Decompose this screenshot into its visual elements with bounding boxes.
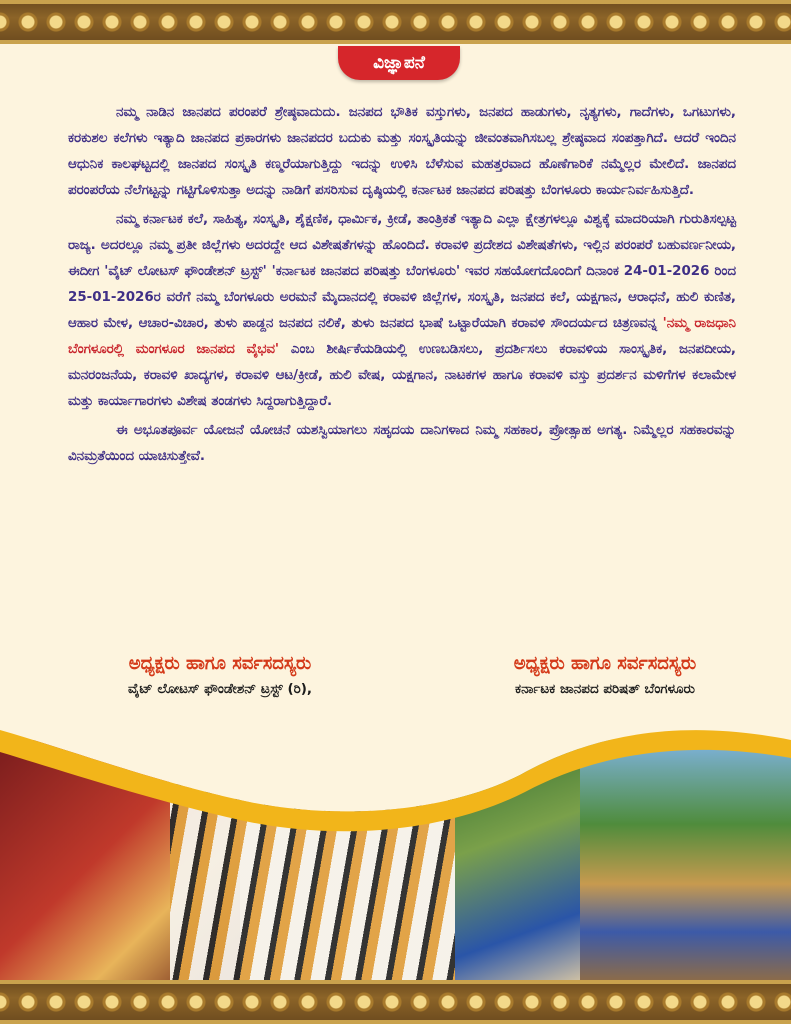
decorative-bottom-border [0, 980, 791, 1024]
paragraph-event [68, 207, 736, 415]
event-title-highlight: 'ನಮ್ಮ ರಾಜಧಾನಿ ಬೆಂಗಳೂರಲ್ಲಿ ಮಂಗಳೂರ ಜಾನಪದ ವೈಭವ' [68, 316, 736, 357]
signatory-right-heading: ಅಧ್ಯಕ್ಷರು ಹಾಗೂ ಸರ್ವಸದಸ್ಯರು [513, 653, 697, 674]
signatory-left-heading: ಅಧ್ಯಕ್ಷರು ಹಾಗೂ ಸರ್ವಸದಸ್ಯರು [128, 653, 312, 674]
signatory-left-org: ವೈಟ್ ಲೋಟಸ್ ಫೌಂಡೇಶನ್ ಟ್ರಸ್ಟ್ (ರಿ), [127, 681, 313, 697]
decorative-top-border [0, 0, 791, 44]
photo-banner [0, 700, 791, 980]
decorative-wave [0, 700, 791, 980]
notice-body [68, 100, 736, 473]
event-text-part1: ನಮ್ಮ ಕರ್ನಾಟಕ ಕಲೆ, ಸಾಹಿತ್ಯ, ಸಂಸ್ಕೃತಿ, ಶೈಕ್ಷಣಿಕ, ಧಾರ್ಮಿಕ, ಕ್ರೀಡೆ, ತಾಂತ್ರಿಕತೆ ಇತ್ಯಾದಿ ಎಲ್ಲಾ ಕ್ಷೇತ್ರಗಳಲ್ಲೂ ವಿಶ್ವಕ್ಕೆ ಮಾದರಿಯಾಗಿ ಗುರುತಿಸಲ್ಪಟ್ಟ ರಾಜ್ಯ. ಅದರಲ್ಲೂ ನಮ್ಮ ಪ್ರತೀ ಜಿಲ್ಲೆಗಳು ಅದರದ್ದೇ ಆದ ವಿಶೇಷತೆಗಳನ್ನು ಹೊಂದಿದೆ. ಕರಾವಳಿ ಪ್ರದೇಶದ ವಿಶೇಷತೆಗಳು, ಇಲ್ಲಿನ ಪರಂಪರೆ ಬಹುವರ್ಣನೀಯ, ಈದೀಗ 'ವೈಟ್ ಲೋಟಸ್ ಫೌಂಡೇಶನ್ ಟ್ರಸ್ಟ್' 'ಕರ್ನಾಟಕ ಜಾನಪದ ಪರಿಷತ್ತು ಬೆಂಗಳೂರು' ಇವರ ಸಹಯೋಗದೊಂದಿಗೆ ದಿನಾಂಕ 24-01-2026 ರಿಂದ 25-01-2026ರ ವರೆಗೆ ನಮ್ಮ ಬೆಂಗಳೂರು ಅರಮನೆ ಮೈದಾನದಲ್ಲಿ ಕರಾವಳಿ ಜಿಲ್ಲೆಗಳ, ಸಂಸ್ಕೃತಿ, ಜನಪದ ಕಲೆ, ಯಕ್ಷಗಾನ, ಆರಾಧನೆ, ಹುಲಿ ಕುಣಿತ, ಆಹಾರ ಮೇಳ, ಆಚಾರ-ವಿಚಾರ, ತುಳು ಪಾಡ್ದನ ಜನಪದ ನಲಿಕೆ, ತುಳು ಜನಪದ ಭಾಷೆ ಒಟ್ಟಾರೆಯಾಗಿ ಕರಾವಳಿ ಸೌಂದರ್ಯದ ಚಿತ್ರಣವನ್ನ [68, 212, 736, 331]
page-title: ವಿಜ್ಞಾಪನೆ [338, 46, 460, 80]
wave-cream-fill [0, 700, 791, 811]
paragraph-appeal: ಈ ಅಭೂತಪೂರ್ವ ಯೋಜನೆ ಯೋಚನೆ ಯಶಸ್ವಿಯಾಗಲು ಸಹೃದಯ ದಾನಿಗಳಾದ ನಿಮ್ಮ ಸಹಕಾರ, ಪ್ರೋತ್ಸಾಹ ಅಗತ್ಯ. ನಿಮ್ಮೆಲ್ಲರ ಸಹಕಾರವನ್ನು ವಿನಮ್ರತೆಯಿಂದ ಯಾಚಿಸುತ್ತೇವೆ. [68, 423, 736, 464]
event-text-part2: ಎಂಬ ಶೀರ್ಷಿಕೆಯಡಿಯಲ್ಲಿ ಉಣಬಡಿಸಲು, ಪ್ರದರ್ಶಿಸಲು ಕರಾವಳಿಯ ಸಾಂಸ್ಕೃತಿಕ, ಜನಪದೀಯ, ಮನರಂಜನೆಯ, ಕರಾವಳಿ ಖಾದ್ಯಗಳ, ಕರಾವಳಿ ಆಟ/ಕ್ರೀಡೆ, ಹುಲಿ ವೇಷ, ಯಕ್ಷಗಾನ, ನಾಟಕಗಳ ಹಾಗೂ ಕರಾವಳಿ ವಸ್ತು ಪ್ರದರ್ಶನ ಮಳಿಗೆಗಳ ಕಲಾಮೇಳ ಮತ್ತು ಕಾರ್ಯಾಗಾರಗಳು ವಿಶೇಷ ತಂಡಗಳು ಸಿದ್ದರಾಗುತ್ತಿದ್ದಾರೆ. [68, 342, 736, 409]
signatory-right-org: ಕರ್ನಾಟಕ ಜಾನಪದ ಪರಿಷತ್ ಬೆಂಗಳೂರು [515, 681, 695, 697]
paragraph-heritage: ನಮ್ಮ ನಾಡಿನ ಜಾನಪದ ಪರಂಪರೆ ಶ್ರೇಷ್ಠವಾದುದು. ಜನಪದ ಭೌತಿಕ ವಸ್ತುಗಳು, ಜನಪದ ಹಾಡುಗಳು, ನೃತ್ಯಗಳು, ಗಾದೆಗಳು, ಒಗಟುಗಳು, ಕರಕುಶಲ ಕಲೆಗಳು ಇತ್ಯಾದಿ ಜಾನಪದ ಪ್ರಕಾರಗಳು ಜಾನಪದರ ಬದುಕು ಮತ್ತು ಸಂಸ್ಕೃತಿಯನ್ನು ಜೀವಂತವಾಗಿಸಬಲ್ಲ ಶ್ರೇಷ್ಠವಾದ ಸಂಪತ್ತಾಗಿದೆ. ಆದರೆ ಇಂದಿನ ಆಧುನಿಕ ಕಾಲಘಟ್ಟದಲ್ಲಿ ಜಾನಪದ ಸಂಸ್ಕೃತಿ ಕಣ್ಮರೆಯಾಗುತ್ತಿದ್ದು ಇದನ್ನು ಉಳಿಸಿ ಬೆಳೆಸುವ ಮಹತ್ತರವಾದ ಹೊಣೆಗಾರಿಕೆ ನಮ್ಮೆಲ್ಲರ ಮೇಲಿದೆ. ಜಾನಪದ ಪರಂಪರೆಯ ನೆಲೆಗಟ್ಟನ್ನು ಗಟ್ಟಿಗೊಳಿಸುತ್ತಾ ಅದನ್ನು ನಾಡಿಗೆ ಪಸರಿಸುವ ದೃಷ್ಠಿಯಲ್ಲಿ ಕರ್ನಾಟಕ ಜಾನಪದ ಪರಿಷತ್ತು ಬೆಂಗಳೂರು ಕಾರ್ಯನಿರ್ವಹಿಸುತ್ತಿದೆ. [68, 105, 736, 198]
